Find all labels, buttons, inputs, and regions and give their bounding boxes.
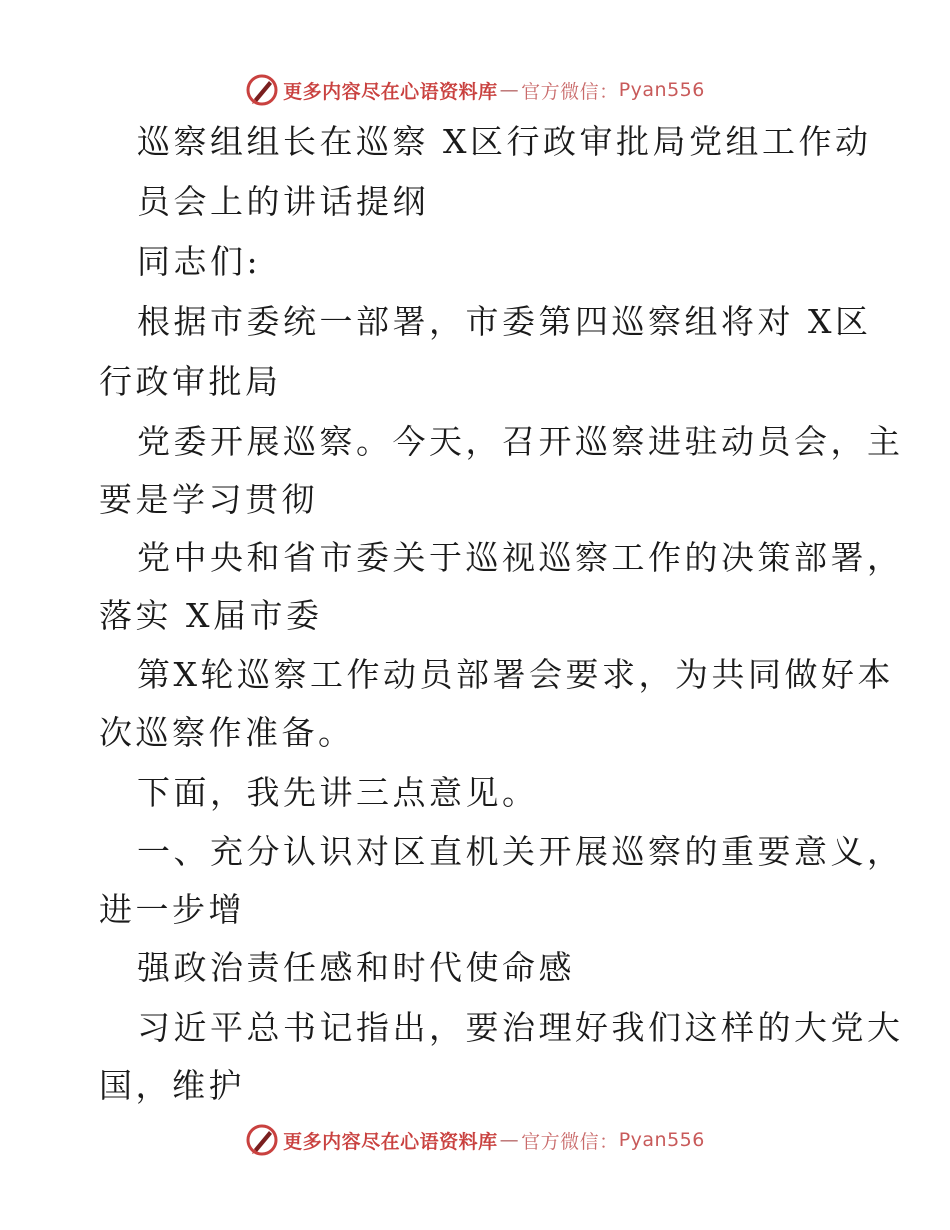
doc-heading-line: 一、充分认识对区直机关开展巡察的重要意义， — [137, 832, 904, 871]
doc-title-line-1: 巡察组组长在巡察 X区行政审批局党组工作动 — [137, 122, 872, 161]
pen-logo-icon — [245, 1123, 279, 1157]
doc-paragraph-line: 党中央和省市委关于巡视巡察工作的决策部署， — [137, 538, 904, 577]
header-banner — [0, 70, 950, 110]
banner-dash: — — [499, 1129, 520, 1151]
doc-paragraph-line: 行政审批局 — [99, 362, 282, 401]
banner-brand: 更多内容尽在心语资料库 — [283, 1130, 498, 1153]
doc-heading-line: 强政治责任感和时代使命感 — [137, 948, 575, 987]
doc-paragraph-line: 下面，我先讲三点意见。 — [137, 773, 539, 812]
doc-paragraph-line: 党委开展巡察。今天，召开巡察进驻动员会，主 — [137, 422, 904, 461]
banner-dash: — — [499, 79, 520, 101]
doc-heading-line: 进一步增 — [99, 890, 245, 929]
doc-paragraph-line: 根据市委统一部署，市委第四巡察组将对 X区 — [137, 302, 872, 341]
doc-salutation: 同志们: — [137, 242, 262, 281]
banner-brand: 更多内容尽在心语资料库 — [283, 80, 498, 103]
doc-paragraph-line: 国，维护 — [99, 1066, 245, 1105]
doc-paragraph-line: 要是学习贯彻 — [99, 480, 318, 519]
doc-paragraph-line: 习近平总书记指出，要治理好我们这样的大党大 — [137, 1008, 904, 1047]
banner-wechat-id: Pyan556 — [618, 79, 705, 101]
banner-wechat-label: 官方微信： — [521, 1130, 619, 1153]
doc-paragraph-line: 落实 X届市委 — [99, 596, 323, 635]
doc-title-line-2: 员会上的讲话提纲 — [137, 182, 429, 221]
footer-banner — [0, 1120, 950, 1160]
doc-paragraph-line: 次巡察作准备。 — [99, 713, 355, 752]
pen-logo-icon — [245, 73, 279, 107]
banner-wechat-id: Pyan556 — [618, 1129, 705, 1151]
banner-wechat-label: 官方微信： — [521, 80, 619, 103]
doc-paragraph-line: 第X轮巡察工作动员部署会要求，为共同做好本 — [137, 655, 894, 694]
